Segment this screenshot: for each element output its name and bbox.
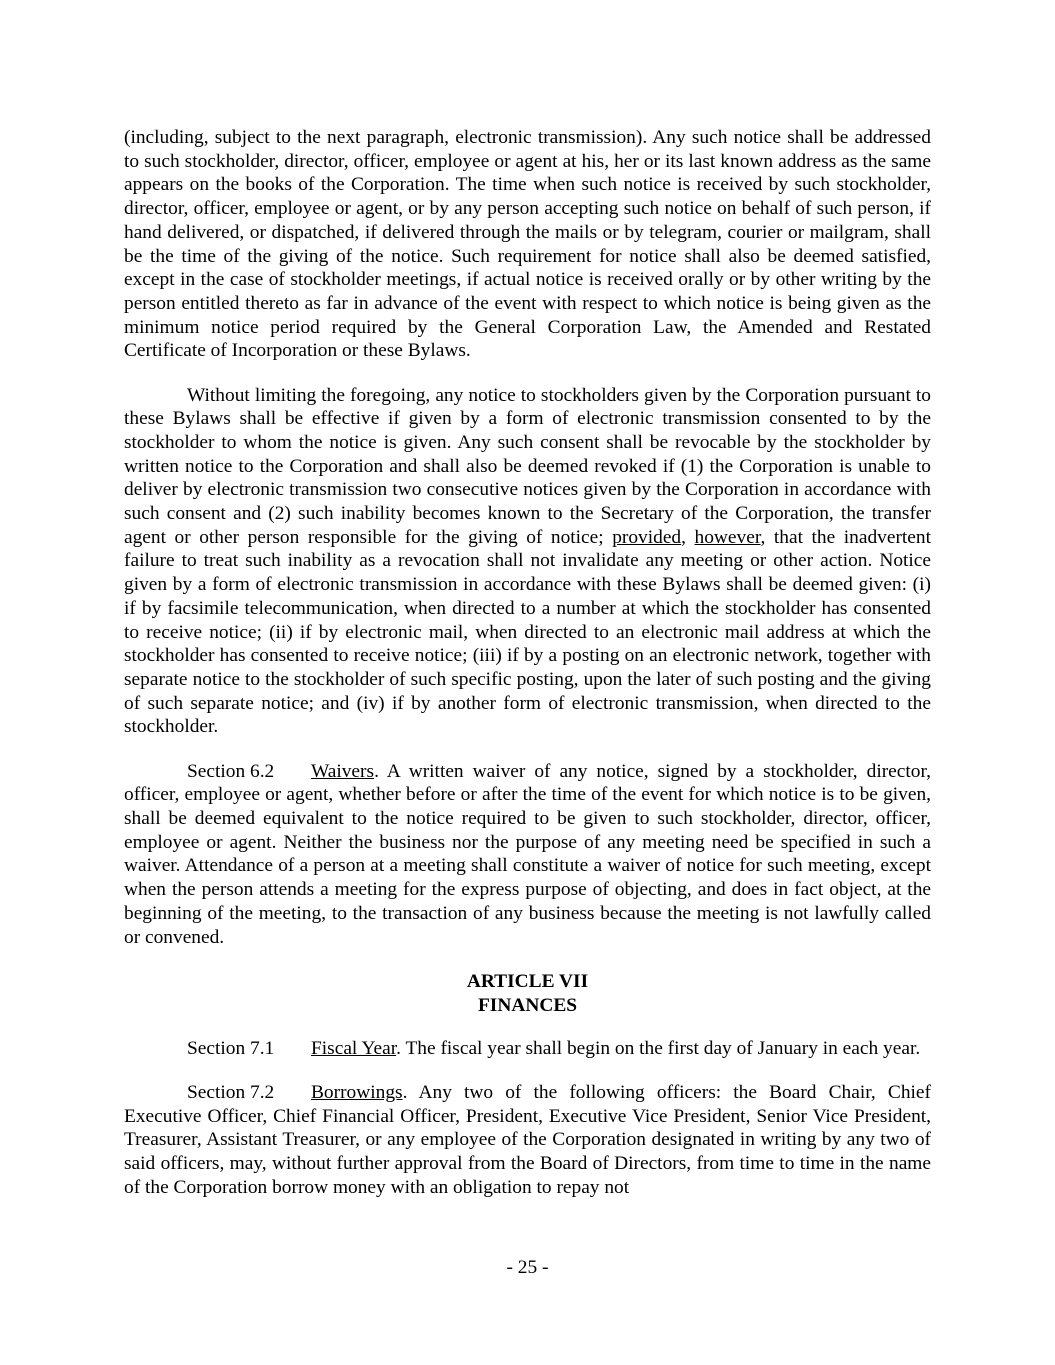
article-number: ARTICLE VII xyxy=(466,970,589,992)
section-7-2-borrowings xyxy=(124,1081,931,1200)
document-page xyxy=(124,126,931,1220)
section-7-2-number: Section 7.2 xyxy=(187,1081,275,1103)
section-6-2-number: Section 6.2 xyxy=(187,760,275,782)
section-7-1-fiscal-year xyxy=(124,1037,931,1061)
electronic-notice-text-2: , that the inadvertent failure to treat such inability as a revocation shall not invalidate any meeting or other action. Notice given by a form of electronic transmission in accordance with these Bylaws shall be deemed given: (i) if by facsimile telecommunication, when directed to a number at which the stockholder has consented to receive notice; (ii) if by electronic mail, when directed to an electronic mail address at which the stockholder has consented to receive notice; (iii) if by a posting on an electronic network, together with separate notice to the stockholder of such specific posting, upon the later of such posting and the giving of such separate notice; and (iv) if by another form of electronic transmission, when directed to the stockholder. xyxy=(124,526,931,738)
section-7-1-title: Fiscal Year xyxy=(311,1037,397,1059)
article-title: FINANCES xyxy=(477,994,578,1016)
section-7-2-title: Borrowings xyxy=(311,1081,403,1103)
paragraph-electronic-notice xyxy=(124,384,931,740)
section-7-2-text: . Any two of the following officers: the Board Chair, Chief Executive Officer, Chief Financial Officer, President, Executive Vice President, Senior Vice President, Treasurer, Assistant Treasurer, or any employee of the Corporation designated in writing by any two of said officers, may, without further approval from the Board of Directors, from time to time in the name of the Corporation borrow money with an obligation to repay not xyxy=(124,1081,931,1198)
section-6-2-waivers xyxy=(124,760,931,950)
article-heading xyxy=(124,970,931,1018)
section-6-2-title: Waivers xyxy=(311,760,375,782)
section-7-1-text: . The fiscal year shall begin on the first day of January in each year. xyxy=(396,1037,921,1059)
section-7-1-number: Section 7.1 xyxy=(187,1037,275,1059)
paragraph-notice-delivery: (including, subject to the next paragraph, electronic transmission). Any such notice shall be addressed to such stockholder, director, officer, employee or agent at his, her or its last known address as the same appears on the books of the Corporation. The time when such notice is received by such stockholder, director, officer, employee or agent, or by any person accepting such notice on behalf of such person, if hand delivered, or dispatched, if delivered through the mails or by telegram, courier or mailgram, shall be the time of the giving of the notice. Such requirement for notice shall also be deemed satisfied, except in the case of stockholder meetings, if actual notice is received orally or by other writing by the person entitled thereto as far in advance of the event with respect to which notice is being given as the minimum notice period required by the General Corporation Law, the Amended and Restated Certificate of Incorporation or these Bylaws. xyxy=(124,127,931,362)
however-term: however xyxy=(694,526,761,548)
section-6-2-text: . A written waiver of any notice, signed by a stockholder, director, officer, employee or agent, whether before or after the time of the event for which notice is to be given, shall be deemed equivalent to the notice required to be given to such stockholder, director, officer, employee or agent. Neither the business nor the purpose of any meeting need be specified in such a waiver. Attendance of a person at a meeting shall constitute a waiver of notice for such meeting, except when the person attends a meeting for the express purpose of objecting, and does in fact object, at the beginning of the meeting, to the transaction of any business because the meeting is not lawfully called or convened. xyxy=(124,760,931,948)
electronic-notice-text-1: Without limiting the foregoing, any notice to stockholders given by the Corporation pursuant to these Bylaws shall be effective if given by a form of electronic transmission consented to by the stockholder to whom the notice is given. Any such consent shall be revocable by the stockholder by written notice to the Corporation and shall also be deemed revoked if (1) the Corporation is unable to deliver by electronic transmission two consecutive notices given by the Corporation in accordance with such consent and (2) such inability becomes known to the Secretary of the Corporation, the transfer agent or other person responsible for the giving of notice; xyxy=(124,384,931,548)
page-number: - 25 - xyxy=(506,1257,549,1278)
electronic-notice-comma: , xyxy=(681,526,695,548)
provided-term: provided xyxy=(612,526,682,548)
